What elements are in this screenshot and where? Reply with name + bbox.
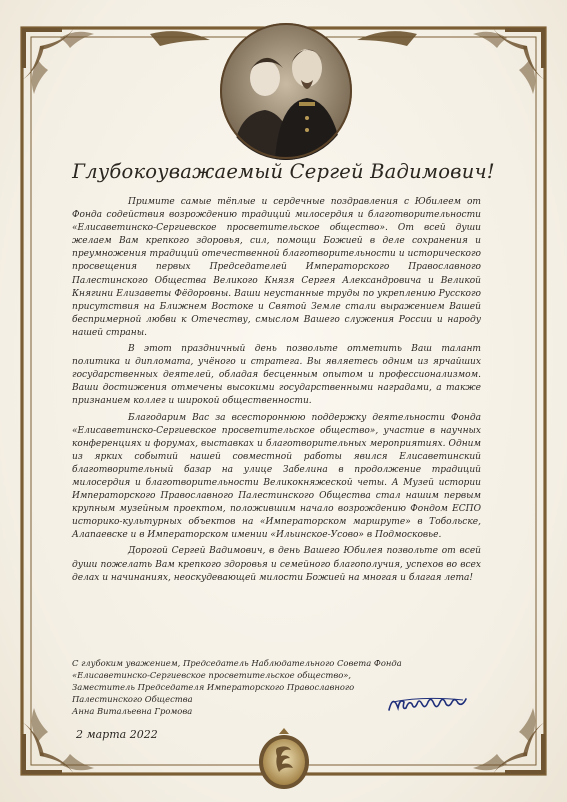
- signature-block: [72, 657, 402, 717]
- signature-line: Палестинского Общества: [72, 694, 193, 704]
- paragraph: Примите самые тёплые и сердечные поздравления с Юбилеем от Фонда содействия возрождению традиций милосердия и благотворительности «Елисаветинско-Сергиевское просветительское общество». От всей души желаем Вам крепкого здоровья, сил, помощи Божией в деле сохранения и преумножения традиций отечественной благотворительности и исторического просвещения первых Председателей Императорского Православного Палестинского Общества Великого Князя Сергея Александровича и Великой Княгини Елизаветы Фёдоровны. Ваши неустанные труды по укреплению Русского присутствия на Ближнем Востоке и Святой Земле стали выражением Вашей беспримерной любви к Отечеству, смыслом Вашего служения России и народу нашей страны.: [72, 197, 481, 338]
- letter-date: 2 марта 2022: [76, 728, 158, 741]
- salutation-heading: Глубокоуважаемый Сергей Вадимович!: [72, 160, 495, 183]
- portrait-medallion: [219, 22, 353, 160]
- signature-line: «Елисаветинско-Сергиевское просветительское общество»,: [72, 670, 352, 680]
- signature-line: Анна Витальевна Громова: [72, 706, 193, 716]
- photo-portrait-icon: [219, 22, 353, 160]
- monogram-emblem-icon: [255, 726, 313, 792]
- paragraph: Дорогой Сергей Вадимович, в день Вашего Юбилея позвольте от всей души пожелать Вам крепкого здоровья и семейного благополучия, успехов во всех делах и начинаниях, неоскудевающей милости Божией на многая и благая лета!: [72, 546, 481, 583]
- paragraph: В этот праздничный день позвольте отметить Ваш талант политика и дипломата, учёного и стратега. Вы являетесь одним из ярчайших государственных деятелей, обладая бесценным опытом и профессионализмом. Ваши достижения отмечены высокими государственными наградами, а также признанием коллег и широкой общественности.: [72, 344, 481, 407]
- signature-line: С глубоким уважением, Председатель Наблюдательного Совета Фонда: [72, 658, 402, 668]
- paragraph: Благодарим Вас за всестороннюю поддержку деятельности Фонда «Елисаветинско-Сергиевское просветительское общество», участие в научных конференциях и форумах, выставках и благотворительных мероприятиях. Одним из ярких событий нашей совместной работы явился Елисаветинский благотворительный базар на улице Забелина в продолжение традиций милосердия и благотворительности Великокняжеской четы. А Музей истории Императорского Православного Палестинского Общества стал нашим первым крупным музейным проектом, положившим начало возрождению Фондом ЕСПО историко-культурных объектов на «Императорском маршруте» в Тобольске, Алапаевске и в Императорском имении «Ильинское-Усово» в Подмосковье.: [72, 412, 481, 541]
- signature-line: Заместитель Председателя Императорского Православного: [72, 682, 355, 692]
- handwritten-signature-icon: [385, 690, 480, 716]
- letter-body: [72, 196, 481, 588]
